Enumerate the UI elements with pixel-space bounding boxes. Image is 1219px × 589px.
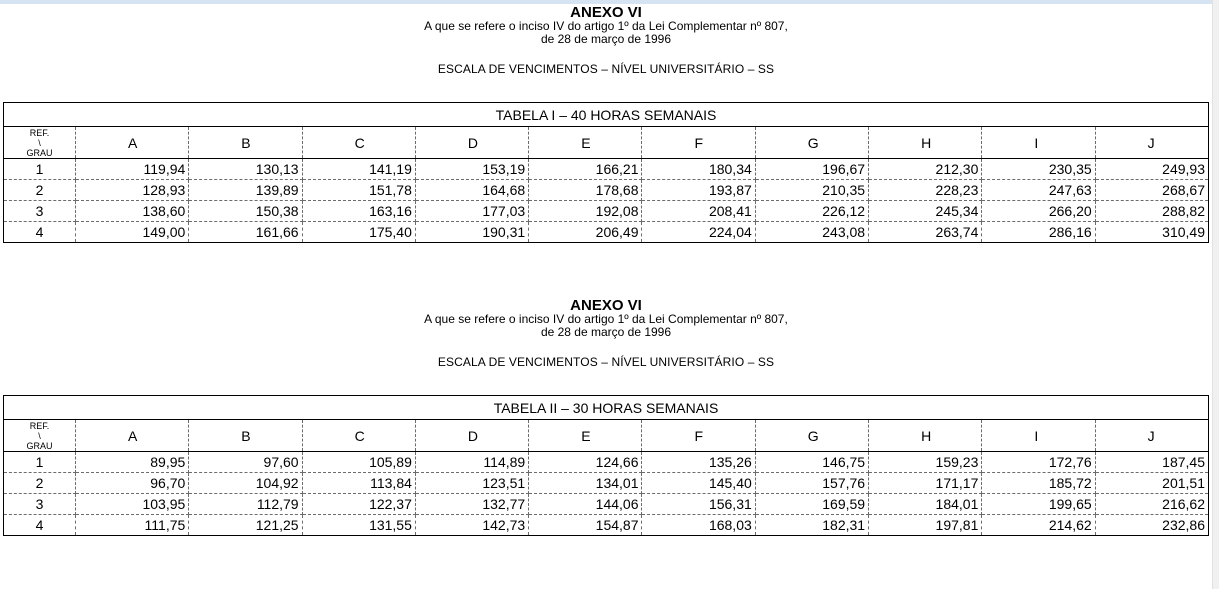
value-cell: 192,08	[529, 201, 642, 222]
value-cell: 156,31	[642, 494, 755, 515]
value-cell: 128,93	[76, 180, 189, 201]
table-row	[4, 494, 1209, 515]
ref-header-line2: \	[38, 430, 41, 441]
salary-table	[3, 102, 1209, 243]
value-cell: 166,21	[529, 159, 642, 180]
ref-header-line1: REF.	[29, 127, 50, 138]
column-header: G	[755, 127, 868, 159]
value-cell: 212,30	[869, 159, 982, 180]
table-row	[4, 473, 1209, 494]
table-row	[4, 180, 1209, 201]
value-cell: 138,60	[76, 201, 189, 222]
value-cell: 228,23	[869, 180, 982, 201]
escala-heading: ESCALA DE VENCIMENTOS – NÍVEL UNIVERSITÁRIO – SS	[437, 62, 775, 76]
salary-table	[3, 395, 1209, 536]
value-cell: 163,16	[302, 201, 415, 222]
value-cell: 180,34	[642, 159, 755, 180]
value-cell: 149,00	[76, 222, 189, 243]
value-cell: 144,06	[529, 494, 642, 515]
value-cell: 266,20	[982, 201, 1095, 222]
column-header: J	[1095, 127, 1208, 159]
value-cell: 103,95	[76, 494, 189, 515]
column-header: F	[642, 127, 755, 159]
subtitle-line-2: de 28 de março de 1996	[540, 325, 672, 339]
value-cell: 199,65	[982, 494, 1095, 515]
value-cell: 145,40	[642, 473, 755, 494]
grau-cell: 2	[4, 180, 76, 201]
column-header: A	[76, 127, 189, 159]
value-cell: 139,89	[189, 180, 302, 201]
grau-cell: 1	[4, 159, 76, 180]
subtitle-line-1: A que se refere o inciso IV do artigo 1º da Lei Complementar nº 807,	[424, 312, 788, 326]
value-cell: 286,16	[982, 222, 1095, 243]
section-header	[0, 299, 1212, 369]
value-cell: 185,72	[982, 473, 1095, 494]
value-cell: 97,60	[189, 452, 302, 473]
value-cell: 135,26	[642, 452, 755, 473]
subtitle-line-2: de 28 de março de 1996	[540, 32, 672, 46]
value-cell: 196,67	[755, 159, 868, 180]
value-cell: 245,34	[869, 201, 982, 222]
grau-cell: 4	[4, 222, 76, 243]
value-cell: 310,49	[1095, 222, 1208, 243]
grau-cell: 3	[4, 494, 76, 515]
grau-cell: 2	[4, 473, 76, 494]
value-cell: 190,31	[415, 222, 528, 243]
value-cell: 142,73	[415, 515, 528, 536]
value-cell: 263,74	[869, 222, 982, 243]
value-cell: 96,70	[76, 473, 189, 494]
value-cell: 184,01	[869, 494, 982, 515]
ref-header-line3: GRAU	[26, 440, 53, 451]
annex-section-2	[0, 297, 1212, 533]
column-header: E	[529, 420, 642, 452]
column-header: J	[1095, 420, 1208, 452]
value-cell: 226,12	[755, 201, 868, 222]
value-cell: 154,87	[529, 515, 642, 536]
value-cell: 119,94	[76, 159, 189, 180]
value-cell: 132,77	[415, 494, 528, 515]
value-cell: 177,03	[415, 201, 528, 222]
column-header: F	[642, 420, 755, 452]
value-cell: 157,76	[755, 473, 868, 494]
value-cell: 111,75	[76, 515, 189, 536]
value-cell: 161,66	[189, 222, 302, 243]
value-cell: 182,31	[755, 515, 868, 536]
value-cell: 187,45	[1095, 452, 1208, 473]
column-header: E	[529, 127, 642, 159]
anexo-title: ANEXO VI	[570, 4, 642, 21]
value-cell: 232,86	[1095, 515, 1208, 536]
value-cell: 131,55	[302, 515, 415, 536]
value-cell: 169,59	[755, 494, 868, 515]
value-cell: 130,13	[189, 159, 302, 180]
value-cell: 114,89	[415, 452, 528, 473]
column-header: C	[302, 127, 415, 159]
table-title: TABELA I – 40 HORAS SEMANAIS	[4, 103, 1209, 127]
grau-cell: 4	[4, 515, 76, 536]
value-cell: 105,89	[302, 452, 415, 473]
value-cell: 214,62	[982, 515, 1095, 536]
column-header: A	[76, 420, 189, 452]
anexo-title: ANEXO VI	[570, 297, 642, 314]
value-cell: 123,51	[415, 473, 528, 494]
escala-heading: ESCALA DE VENCIMENTOS – NÍVEL UNIVERSITÁRIO – SS	[437, 355, 775, 369]
value-cell: 247,63	[982, 180, 1095, 201]
ref-grau-header	[4, 420, 76, 452]
value-cell: 201,51	[1095, 473, 1208, 494]
value-cell: 112,79	[189, 494, 302, 515]
value-cell: 124,66	[529, 452, 642, 473]
table-row	[4, 222, 1209, 243]
grau-cell: 3	[4, 201, 76, 222]
value-cell: 153,19	[415, 159, 528, 180]
column-header: B	[189, 420, 302, 452]
value-cell: 288,82	[1095, 201, 1208, 222]
value-cell: 168,03	[642, 515, 755, 536]
table-row	[4, 201, 1209, 222]
value-cell: 122,37	[302, 494, 415, 515]
value-cell: 243,08	[755, 222, 868, 243]
value-cell: 151,78	[302, 180, 415, 201]
column-header: B	[189, 127, 302, 159]
grau-cell: 1	[4, 452, 76, 473]
table-row	[4, 452, 1209, 473]
column-header: C	[302, 420, 415, 452]
ref-header-line3: GRAU	[26, 147, 53, 158]
value-cell: 230,35	[982, 159, 1095, 180]
table-title: TABELA II – 30 HORAS SEMANAIS	[4, 396, 1209, 420]
value-cell: 178,68	[529, 180, 642, 201]
value-cell: 172,76	[982, 452, 1095, 473]
value-cell: 141,19	[302, 159, 415, 180]
value-cell: 134,01	[529, 473, 642, 494]
value-cell: 193,87	[642, 180, 755, 201]
value-cell: 268,67	[1095, 180, 1208, 201]
ref-header-line2: \	[38, 137, 41, 148]
ref-grau-header	[4, 127, 76, 159]
vertical-scrollbar[interactable]	[1212, 0, 1219, 589]
value-cell: 89,95	[76, 452, 189, 473]
table-row	[4, 159, 1209, 180]
value-cell: 208,41	[642, 201, 755, 222]
value-cell: 104,92	[189, 473, 302, 494]
value-cell: 159,23	[869, 452, 982, 473]
subtitle-line-1: A que se refere o inciso IV do artigo 1º da Lei Complementar nº 807,	[424, 19, 788, 33]
value-cell: 216,62	[1095, 494, 1208, 515]
column-header: H	[869, 420, 982, 452]
value-cell: 210,35	[755, 180, 868, 201]
column-header: I	[982, 127, 1095, 159]
annex-section-1	[0, 4, 1212, 240]
value-cell: 175,40	[302, 222, 415, 243]
column-header: I	[982, 420, 1095, 452]
value-cell: 146,75	[755, 452, 868, 473]
table-row	[4, 515, 1209, 536]
value-cell: 171,17	[869, 473, 982, 494]
section-header	[0, 6, 1212, 76]
value-cell: 206,49	[529, 222, 642, 243]
value-cell: 249,93	[1095, 159, 1208, 180]
column-header: D	[415, 127, 528, 159]
value-cell: 197,81	[869, 515, 982, 536]
value-cell: 121,25	[189, 515, 302, 536]
column-header: G	[755, 420, 868, 452]
column-header: D	[415, 420, 528, 452]
value-cell: 164,68	[415, 180, 528, 201]
column-header: H	[869, 127, 982, 159]
value-cell: 113,84	[302, 473, 415, 494]
value-cell: 150,38	[189, 201, 302, 222]
ref-header-line1: REF.	[29, 420, 50, 431]
value-cell: 224,04	[642, 222, 755, 243]
